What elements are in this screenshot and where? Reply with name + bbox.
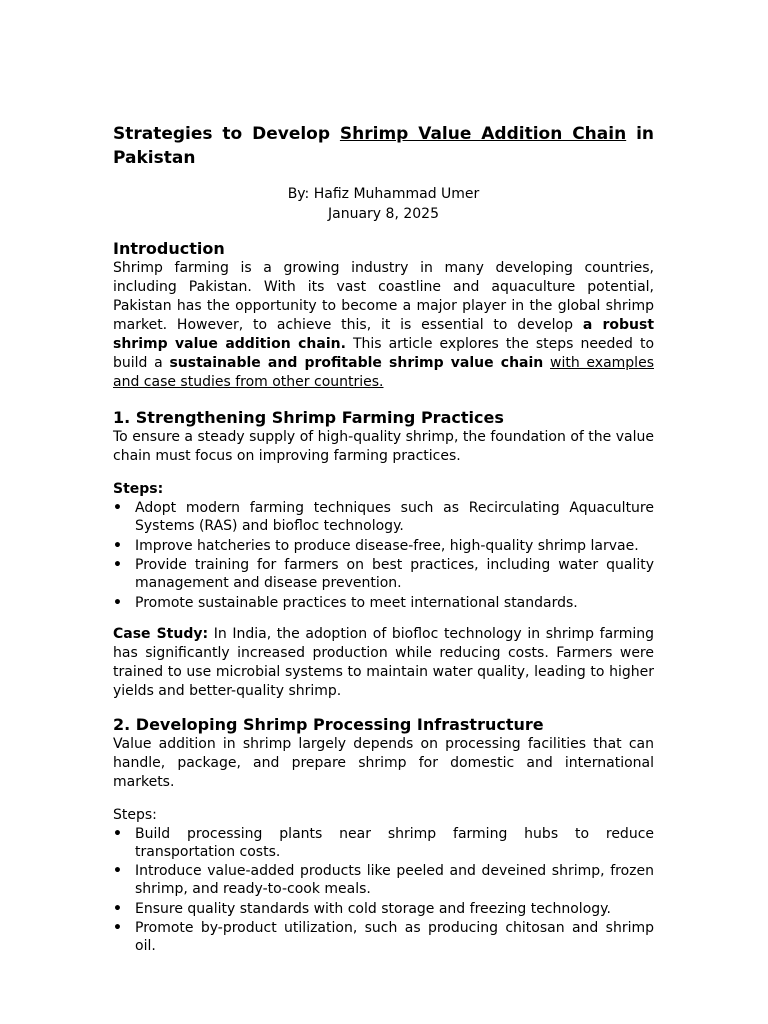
section1-steps-label: Steps: [113,481,164,497]
section2-steps-list [113,825,654,956]
title-prefix: Strategies to Develop [113,124,340,144]
list-item [113,825,654,861]
list-item-text: Build processing plants near shrimp farming hubs to reduce transportation costs. [135,825,654,860]
intro-heading: Introduction [113,239,225,258]
list-item [113,537,654,555]
bullet-icon: • [113,594,122,611]
list-item [113,556,654,592]
section1-heading: 1. Strengthening Shrimp Farming Practices [113,408,504,427]
bullet-icon: • [113,500,122,516]
publish-date: January 8, 2025 [328,206,439,222]
list-item-text: Promote by-product utilization, such as producing chitosan and shrimp oil. [135,920,654,954]
intro-text-2: This article explores the steps needed to build a [113,336,655,371]
intro-text-1: Shrimp farming is a growing industry in many developing countries, including Pakistan. With its vast coastline and aquaculture potential, Pakistan has the opportunity to become a major player in the global shrimp market. However, to achieve this, it is essential to develop [113,260,654,333]
list-item [113,919,654,955]
list-item-text: Introduce value-added products like peeled and deveined shrimp, frozen shrimp, and ready-to-cook meals. [135,863,654,897]
section2-steps-label: Steps: [113,806,157,823]
bullet-icon: • [113,825,122,842]
bullet-icon: • [113,537,122,554]
intro-paragraph [113,259,654,392]
title-suffix: in Pakistan [113,124,654,168]
list-item-text: Provide training for farmers on best practices, including water quality management and disease prevention. [135,557,654,591]
title-underlined-phrase: Shrimp Value Addition Chain [339,124,627,144]
list-item-text: Ensure quality standards with cold storage and freezing technology. [135,900,611,917]
list-item [113,900,654,918]
byline [113,184,654,224]
section1-steps-list [113,499,654,612]
list-item-text: Improve hatcheries to produce disease-free, high-quality shrimp larvae. [135,537,639,554]
list-item [113,862,654,898]
list-item-text: Adopt modern farming techniques such as Recirculating Aquaculture Systems (RAS) and biofloc technology. [135,500,654,534]
bullet-icon: • [113,920,122,936]
intro-bold-2: sustainable and profitable shrimp value chain [169,355,544,371]
case-study-text: In India, the adoption of biofloc technology in shrimp farming has significantly increased production while reducing costs. Farmers were trained to use microbial systems to maintain water quality, leading to higher yields and better-quality shrimp. [113,625,654,699]
section2-intro: Value addition in shrimp largely depends on processing facilities that can handle, package, and prepare shrimp for domestic and international markets. [113,735,654,790]
intro-text-3 [543,355,550,371]
list-item-text: Promote sustainable practices to meet international standards. [135,594,578,611]
intro-bold-1: a robust shrimp value addition chain. [113,317,655,352]
case-study-paragraph [113,625,654,701]
bullet-icon: • [113,557,122,573]
document-title [113,122,654,170]
section1-intro: To ensure a steady supply of high-quality shrimp, the foundation of the value chain must focus on improving farming practices. [113,429,654,464]
section2-heading: 2. Developing Shrimp Processing Infrastructure [113,714,544,734]
list-item [113,499,654,535]
bullet-icon: • [113,863,122,879]
case-study-label: Case Study: [113,625,209,642]
author: By: Hafiz Muhammad Umer [287,186,480,202]
document-page [113,122,654,957]
bullet-icon: • [113,900,122,917]
intro-underlined-text: with examples and case studies from other countries. [113,355,654,390]
list-item [113,594,654,612]
